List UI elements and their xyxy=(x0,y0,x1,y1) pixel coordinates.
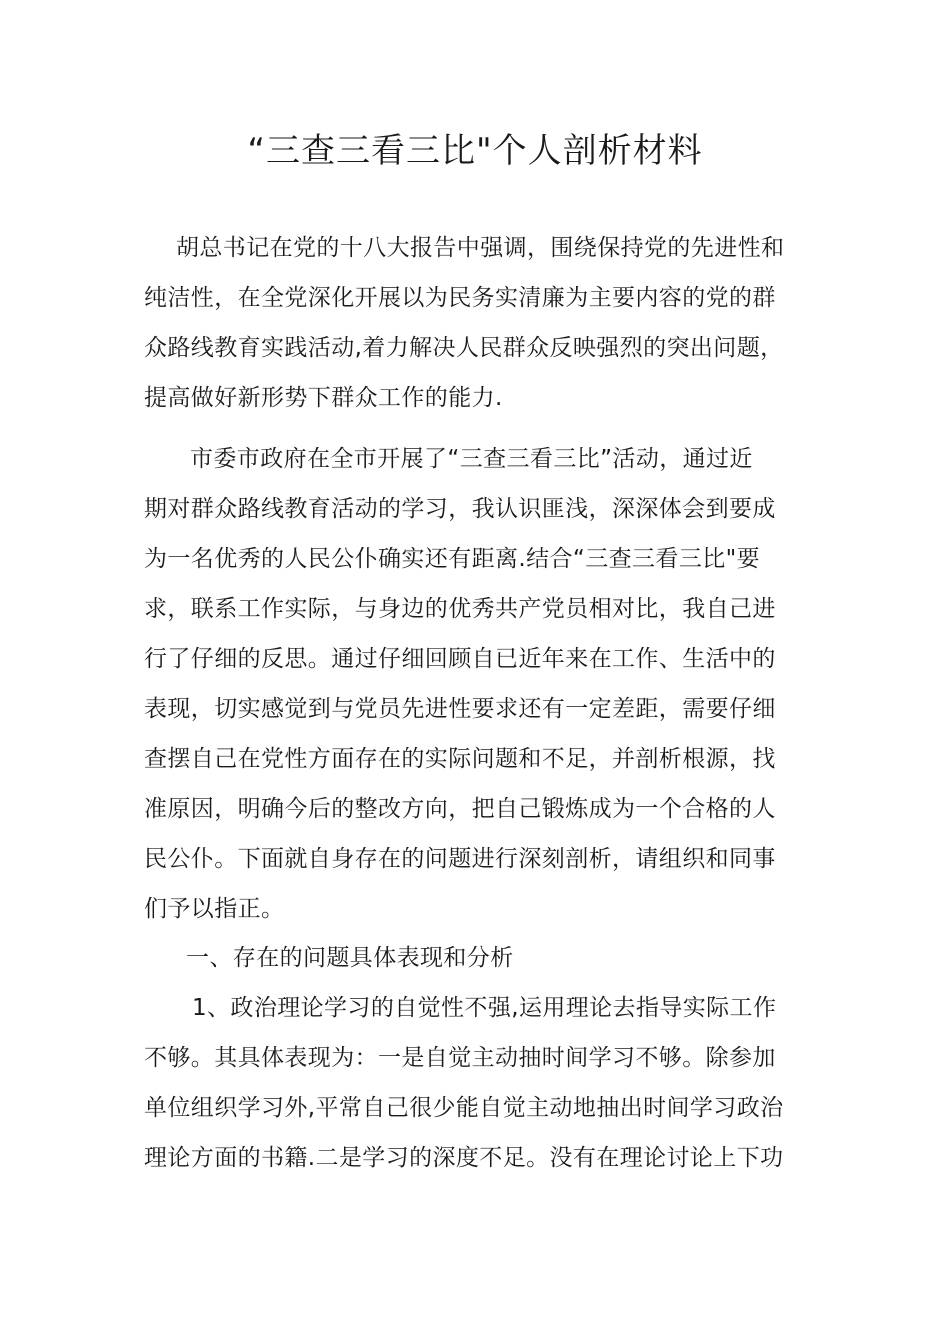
paragraph-1-line-2: 纯洁性，在全党深化开展以为民务实清廉为主要内容的党的群 xyxy=(144,285,776,311)
paragraph-2-line-7: 查摆自己在党性方面存在的实际问题和不足，并剖析根源，找 xyxy=(144,746,776,772)
paragraph-2-line-3: 为一名优秀的人民公仆确实还有距离.结合“三查三看三比"要 xyxy=(144,546,761,572)
paragraph-1-line-4: 提高做好新形势下群众工作的能力. xyxy=(144,385,503,411)
section-heading: 一、存在的问题具体表现和分析 xyxy=(186,945,514,971)
paragraph-2-line-4: 求，联系工作实际，与身边的优秀共产党员相对比，我自己进 xyxy=(144,596,776,622)
paragraph-2-line-9: 民公仆。下面就自身存在的问题进行深刻剖析，请组织和同事 xyxy=(144,846,776,872)
document-title: “三查三看三比"个人剖析材料 xyxy=(247,131,703,171)
paragraph-1-line-3: 众路线教育实践活动,着力解决人民群众反映强烈的突出问题， xyxy=(144,335,784,361)
paragraph-3-line-1: 1、政治理论学习的自觉性不强,运用理论去指导实际工作 xyxy=(192,995,777,1021)
paragraph-2-line-6: 表现，切实感觉到与党员先进性要求还有一定差距，需要仔细 xyxy=(144,696,776,722)
paragraph-1-line-1: 胡总书记在党的十八大报告中强调，围绕保持党的先进性和 xyxy=(176,235,785,261)
paragraph-3-line-2: 不够。其具体表现为：一是自觉主动抽时间学习不够。除参加 xyxy=(144,1045,776,1071)
paragraph-2-line-10: 们予以指正。 xyxy=(144,896,285,922)
paragraph-2-line-2: 期对群众路线教育活动的学习，我认识匪浅，深深体会到要成 xyxy=(144,496,776,522)
paragraph-3-line-4: 理论方面的书籍.二是学习的深度不足。没有在理论讨论上下功 xyxy=(144,1145,784,1171)
paragraph-2-line-1: 市委市政府在全市开展了“三查三看三比”活动，通过近 xyxy=(190,446,753,472)
paragraph-2-line-5: 行了仔细的反思。通过仔细回顾自已近年来在工作、生活中的 xyxy=(144,646,776,672)
paragraph-3-line-3: 单位组织学习外,平常自己很少能自觉主动地抽出时间学习政治 xyxy=(144,1095,784,1121)
paragraph-2-line-8: 准原因，明确今后的整改方向，把自己锻炼成为一个合格的人 xyxy=(144,796,776,822)
